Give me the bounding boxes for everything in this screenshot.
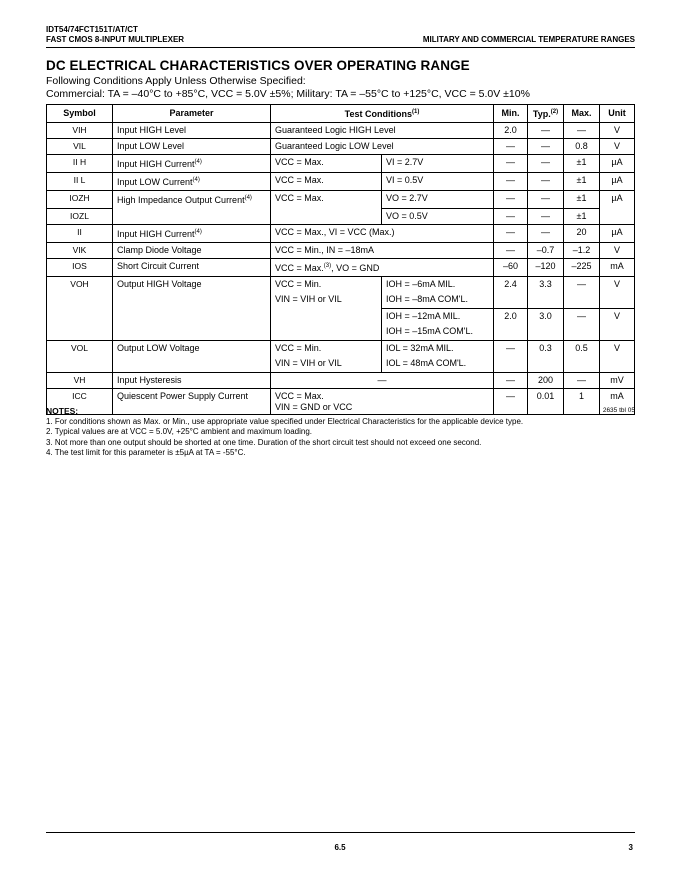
header-divider xyxy=(46,47,635,48)
row-unit: mA xyxy=(600,258,635,276)
row-unit: µA xyxy=(600,173,635,191)
row-symbol: IOZL xyxy=(47,208,113,224)
row-max: 0.5 xyxy=(564,340,600,372)
col-max: Max. xyxy=(564,105,600,123)
row-symbol: II L xyxy=(47,173,113,191)
row-condition-b: VI = 2.7V xyxy=(382,155,494,173)
row-parameter: Quiescent Power Supply Current xyxy=(113,388,271,414)
row-max: –1.2 xyxy=(564,242,600,258)
table-header-row xyxy=(47,105,635,123)
section-number: 6.5 xyxy=(334,843,346,852)
col-parameter: Parameter xyxy=(113,105,271,123)
row-symbol: VIK xyxy=(47,242,113,258)
row-parameter: Input HIGH Current$^{(4)}$ xyxy=(113,155,271,173)
row-max: 1 xyxy=(564,388,600,414)
table-row xyxy=(47,224,635,242)
row-max: 20 xyxy=(564,224,600,242)
row-min: — xyxy=(494,340,528,372)
row-unit: µA xyxy=(600,155,635,173)
page-header-left xyxy=(46,25,184,45)
row-typ: — xyxy=(528,155,564,173)
row-condition: — xyxy=(271,372,494,388)
row-unit: µA xyxy=(600,191,635,209)
table-row xyxy=(47,372,635,388)
row-condition-a: VCC = Max. xyxy=(271,173,382,191)
row-max: — xyxy=(564,276,600,308)
row-typ: — xyxy=(528,173,564,191)
row-typ: 0.01 xyxy=(528,388,564,414)
row-condition: VCC = Max. VIN = GND or VCC xyxy=(271,388,494,414)
row-symbol: II xyxy=(47,224,113,242)
row-typ: 0.3 xyxy=(528,340,564,372)
row-condition-a: VCC = Min. VIN = VIH or VIL xyxy=(271,276,382,308)
row-typ: –0.7 xyxy=(528,242,564,258)
row-max: –225 xyxy=(564,258,600,276)
row-unit: V xyxy=(600,242,635,258)
row-condition-a: VCC = Min. VIN = VIH or VIL xyxy=(271,340,382,372)
row-typ: — xyxy=(528,123,564,139)
row-min: — xyxy=(494,173,528,191)
dc-characteristics-table xyxy=(46,104,635,415)
table-row xyxy=(47,155,635,173)
row-max: ±1 xyxy=(564,155,600,173)
row-typ: –120 xyxy=(528,258,564,276)
row-symbol: ICC xyxy=(47,388,113,414)
row-parameter: Input LOW Level xyxy=(113,139,271,155)
page-number: 3 xyxy=(628,843,633,852)
table-row xyxy=(47,208,635,224)
row-min: — xyxy=(494,208,528,224)
row-unit: V xyxy=(600,276,635,308)
row-parameter: Input HIGH Current$^{(4)}$ xyxy=(113,224,271,242)
device-name: FAST CMOS 8-INPUT MULTIPLEXER xyxy=(46,35,185,44)
row-unit: V xyxy=(600,123,635,139)
row-unit: mA xyxy=(600,388,635,414)
row-condition: VCC = Max., VI = VCC (Max.) xyxy=(271,224,494,242)
row-symbol: VIH xyxy=(47,123,113,139)
row-parameter: High Impedance Output Current$^{(4)}$ xyxy=(113,191,271,209)
row-max: 0.8 xyxy=(564,139,600,155)
row-min: — xyxy=(494,191,528,209)
row-min: 2.4 xyxy=(494,276,528,308)
col-symbol: Symbol xyxy=(47,105,113,123)
row-condition: Guaranteed Logic HIGH Level xyxy=(271,123,494,139)
footer-divider xyxy=(46,832,635,833)
row-symbol: VOH xyxy=(47,276,113,308)
row-unit: V xyxy=(600,139,635,155)
row-condition-b: VO = 0.5V xyxy=(382,208,494,224)
col-test-conditions: Test Conditions$^{(1)}$ xyxy=(271,105,494,123)
temperature-range-label: MILITARY AND COMMERCIAL TEMPERATURE RANGES xyxy=(422,35,635,44)
table-row xyxy=(47,173,635,191)
table-row xyxy=(47,123,635,139)
row-min: — xyxy=(494,139,528,155)
table-row xyxy=(47,191,635,209)
note-item: 3. Not more than one output should be shorted at one time. Duration of the short circuit test should not exceed one second. xyxy=(46,437,482,447)
row-typ: — xyxy=(528,224,564,242)
row-symbol: IOS xyxy=(47,258,113,276)
row-parameter-empty xyxy=(113,308,271,340)
row-unit: V xyxy=(600,340,635,372)
col-unit: Unit xyxy=(600,105,635,123)
row-min: — xyxy=(494,155,528,173)
table-row xyxy=(47,242,635,258)
row-parameter: Output HIGH Voltage xyxy=(113,276,271,308)
operating-conditions: Commercial: TA = –40°C to +85°C, VCC = 5.0V ±5%; Military: TA = –55°C to +125°C, VCC = 5.0V ±10% xyxy=(46,88,530,100)
notes-section xyxy=(46,406,634,459)
page-title: DC ELECTRICAL CHARACTERISTICS OVER OPERATING RANGE xyxy=(46,58,470,73)
row-condition: Guaranteed Logic LOW Level xyxy=(271,139,494,155)
row-min: — xyxy=(494,242,528,258)
row-min: — xyxy=(494,224,528,242)
row-typ: — xyxy=(528,208,564,224)
row-unit: V xyxy=(600,308,635,340)
row-max: — xyxy=(564,372,600,388)
row-typ: 200 xyxy=(528,372,564,388)
row-parameter: Short Circuit Current xyxy=(113,258,271,276)
row-unit: µA xyxy=(600,224,635,242)
note-item: 2. Typical values are at VCC = 5.0V, +25°C ambient and maximum loading. xyxy=(46,427,313,436)
table-row xyxy=(47,139,635,155)
row-min: 2.0 xyxy=(494,308,528,340)
col-min: Min. xyxy=(494,105,528,123)
row-condition-a-empty xyxy=(271,308,382,340)
row-parameter: Input LOW Current$^{(4)}$ xyxy=(113,173,271,191)
part-number: IDT54/74FCT151T/AT/CT xyxy=(46,25,138,34)
row-typ: — xyxy=(528,191,564,209)
conditions-intro: Following Conditions Apply Unless Otherwise Specified: xyxy=(46,75,306,87)
row-condition-a: VCC = Max. xyxy=(271,155,382,173)
row-min: — xyxy=(494,388,528,414)
table-row xyxy=(47,340,635,372)
row-condition-b: VI = 0.5V xyxy=(382,173,494,191)
row-symbol: II H xyxy=(47,155,113,173)
row-condition-a-empty xyxy=(271,208,382,224)
note-item: 4. The test limit for this parameter is ±5µA at TA = -55°C. xyxy=(46,448,246,457)
row-condition-b: VO = 2.7V xyxy=(382,191,494,209)
row-symbol: VH xyxy=(47,372,113,388)
row-symbol: VOL xyxy=(47,340,113,372)
row-parameter: Input Hysteresis xyxy=(113,372,271,388)
row-parameter: Clamp Diode Voltage xyxy=(113,242,271,258)
row-condition: VCC = Min., IN = –18mA xyxy=(271,242,494,258)
row-unit: mV xyxy=(600,372,635,388)
note-item: 1. For conditions shown as Max. or Min., use appropriate value specified under Electrical Characteristics for the applicable device type. xyxy=(46,416,524,426)
row-symbol-empty xyxy=(47,308,113,340)
table-row xyxy=(47,258,635,276)
row-parameter: Output LOW Voltage xyxy=(113,340,271,372)
row-condition-a: VCC = Max. xyxy=(271,191,382,209)
table-row xyxy=(47,276,635,308)
row-symbol: VIL xyxy=(47,139,113,155)
row-max: — xyxy=(564,308,600,340)
row-min: –60 xyxy=(494,258,528,276)
row-parameter-empty xyxy=(113,208,271,224)
row-min: — xyxy=(494,372,528,388)
row-typ: 3.0 xyxy=(528,308,564,340)
row-unit-empty xyxy=(600,208,635,224)
row-condition-b: IOL = 32mA MIL. IOL = 48mA COM'L. xyxy=(382,340,494,372)
row-symbol: IOZH xyxy=(47,191,113,209)
col-typ: Typ.$^{(2)}$ xyxy=(528,105,564,123)
table-row xyxy=(47,308,635,340)
row-condition-b: IOH = –6mA MIL. IOH = –8mA COM'L. xyxy=(382,276,494,308)
row-typ: — xyxy=(528,139,564,155)
notes-title: NOTES: xyxy=(46,406,79,416)
row-min: 2.0 xyxy=(494,123,528,139)
row-parameter: Input HIGH Level xyxy=(113,123,271,139)
table-reference: 2635 tbl 05 xyxy=(602,407,635,414)
row-max: ±1 xyxy=(564,173,600,191)
row-max: ±1 xyxy=(564,191,600,209)
row-max: — xyxy=(564,123,600,139)
row-typ: 3.3 xyxy=(528,276,564,308)
row-max: ±1 xyxy=(564,208,600,224)
row-condition: VCC = Max.$^{(3)}$, VO = GND xyxy=(271,258,494,276)
row-condition-b: IOH = –12mA MIL. IOH = –15mA COM'L. xyxy=(382,308,494,340)
